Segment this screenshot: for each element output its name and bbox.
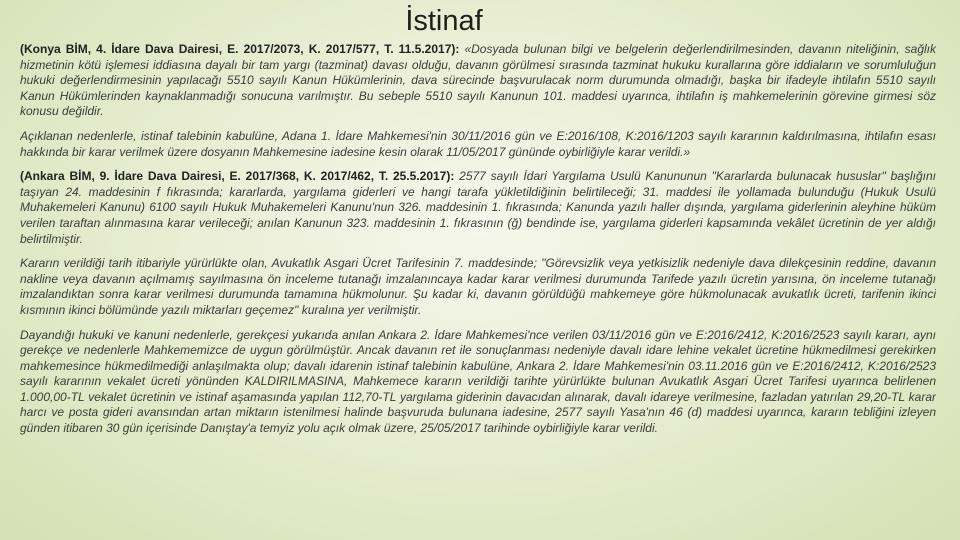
paragraph-text: «Dosyada bulunan bilgi ve belgelerin değerlendirilmesinden, davanın niteliğinin, sağlık hizmetinin kötü işlemesi iddiasına dayalı bir tam yargı (tazminat) davası olduğu, davanın görülmesi sırasında tazminat hukuku kurallarına göre iddiaların ve sorumluluğun hukuki değerlendirmesinin yapılacağı 5510 sayılı Kanun Hükümlerinin, dava sürecinde başvurulacak norm durumunda olmadığı, başka bir ifadeyle ihtilafın 5510 sayılı Kanun Hükümlerinden kaynaklanmadığı sonucuna varılmıştır. Bu sebeple 5510 sayılı Kanunun 101. maddesi uyarınca, ihtilafın iş mahkemelerinin görevine girmesi söz konusu değildir. xyxy=(20,42,936,119)
citation-ankara-bim: (Ankara BİM, 9. İdare Dava Dairesi, E. 2017/368, K. 2017/462, T. 25.5.2017): xyxy=(20,169,455,184)
paragraph-text: Açıklanan nedenlerle, istinaf talebinin kabulüne, Adana 1. İdare Mahkemesi'nin 30/11/2016 gün ve E:2016/108, K:2016/1203 sayılı kararının kaldırılmasına, ihtilafın esası hakkında bir karar verilmek üzere dosyanın Mahkemesine iadesine kesin olarak 11/05/2017 gününde oybirliğiyle karar verildi.» xyxy=(20,128,936,159)
paragraph-konya-bim xyxy=(20,42,936,120)
paragraph-ankara-decision xyxy=(20,328,936,437)
citation-konya-bim: (Konya BİM, 4. İdare Dava Dairesi, E. 2017/2073, K. 2017/577, T. 11.5.2017): xyxy=(20,42,460,56)
paragraph-text: 2577 sayılı İdari Yargılama Usulü Kanununun "Kararlarda bulunacak hususlar" başlığını taşıyan 24. maddesinin f fıkrasında; kararlarda, yargılama giderleri ve hangi tarafa yükletildiğinin belirtileceği; 31. maddesi ile yollamada bulunduğu (Hukuk Usulü Muhakemeleri Kanunu) 6100 sayılı Hukuk Muhakemeleri Kanunu'nun 326. maddesinin 1. fıkrasında; Kanunda yazılı haller dışında, yargılama giderlerinin aleyhine hüküm verilen taraftan alınmasına karar verileceği; anılan Kanunun 323. maddesinin 1. fıkrasının (ğ) bendinde ise, yargılama giderleri kapsamında vekâlet ücretinin de yer aldığı belirtilmiştir. xyxy=(20,169,936,246)
paragraph-text: Dayandığı hukuki ve kanuni nedenlerle, gerekçesi yukarıda anılan Ankara 2. İdare Mahkemesi'nce verilen 03/11/2016 gün ve E:2016/2412, K:2016/2523 sayılı kararı, aynı gerekçe ve nedenlerle Mahkememizce de uygun görülmüştür. Ancak davanın ret ile sonuçlanması nedeniyle davalı idare lehine vekalet ücretine hükmedilmesi gerekirken mahkemesince hükmedilmediği anlaşılmakta olup; davalı idarenin istinaf talebinin kabulüne, Ankara 2. İdare Mahkemesi'nin 03.11.2016 gün ve E:2016/2412, K:2016/2523 sayılı kararının vekalet ücreti yönünden KALDIRILMASINA, Mahkemece kararın verildiği tarihte yürürlükte bulunan Avukatlık Asgari Ücret Tarifesi uyarınca belirlenen 1.000,00-TL vekalet ücretinin ve istinaf aşamasında yapılan 112,70-TL yargılama giderinin davacıdan alınarak, davalı idareye verilmesine, fazladan yatırılan 29,20-TL karar harcı ve posta gideri avansından artan miktarın istenilmesi halinde başvuruda bulunana iadesine, 2577 sayılı Yasa'nın 46 (d) maddesi uyarınca, kararın tebliğini izleyen günden itibaren 30 gün içerisinde Danıştay'a temyiz yolu açık olmak üzere, 25/05/2017 tarihinde oybirliğiyle karar verildi. xyxy=(20,327,936,436)
paragraph-tariff xyxy=(20,256,936,318)
paragraph-text: Kararın verildiği tarih itibariyle yürürlükte olan, Avukatlık Asgari Ücret Tarifesinin 7. maddesinde; "Görevsizlik veya yetkisizlik nedeniyle dava dilekçesinin reddine, davanın nakline veya davanın açılmamış sayılmasına ön inceleme tutanağı imzalanıncaya kadar karar verilmesi durumunda Tarifede yazılı ücretin yarısına, ön inceleme tutanağı imzalandıktan sonra karar verilmesi durumunda tamamına hükmolunur. Şu kadar ki, davanın görüldüğü mahkemeye göre hükmolunacak avukatlık ücreti, tarifenin ikinci kısmının ikinci bölümünde yazılı miktarları geçemez" kuralına yer verilmiştir. xyxy=(20,256,936,317)
paragraph-konya-decision xyxy=(20,129,936,160)
slide-body xyxy=(20,42,936,532)
paragraph-ankara-bim xyxy=(20,169,936,247)
slide-title: İstinaf xyxy=(405,5,483,37)
